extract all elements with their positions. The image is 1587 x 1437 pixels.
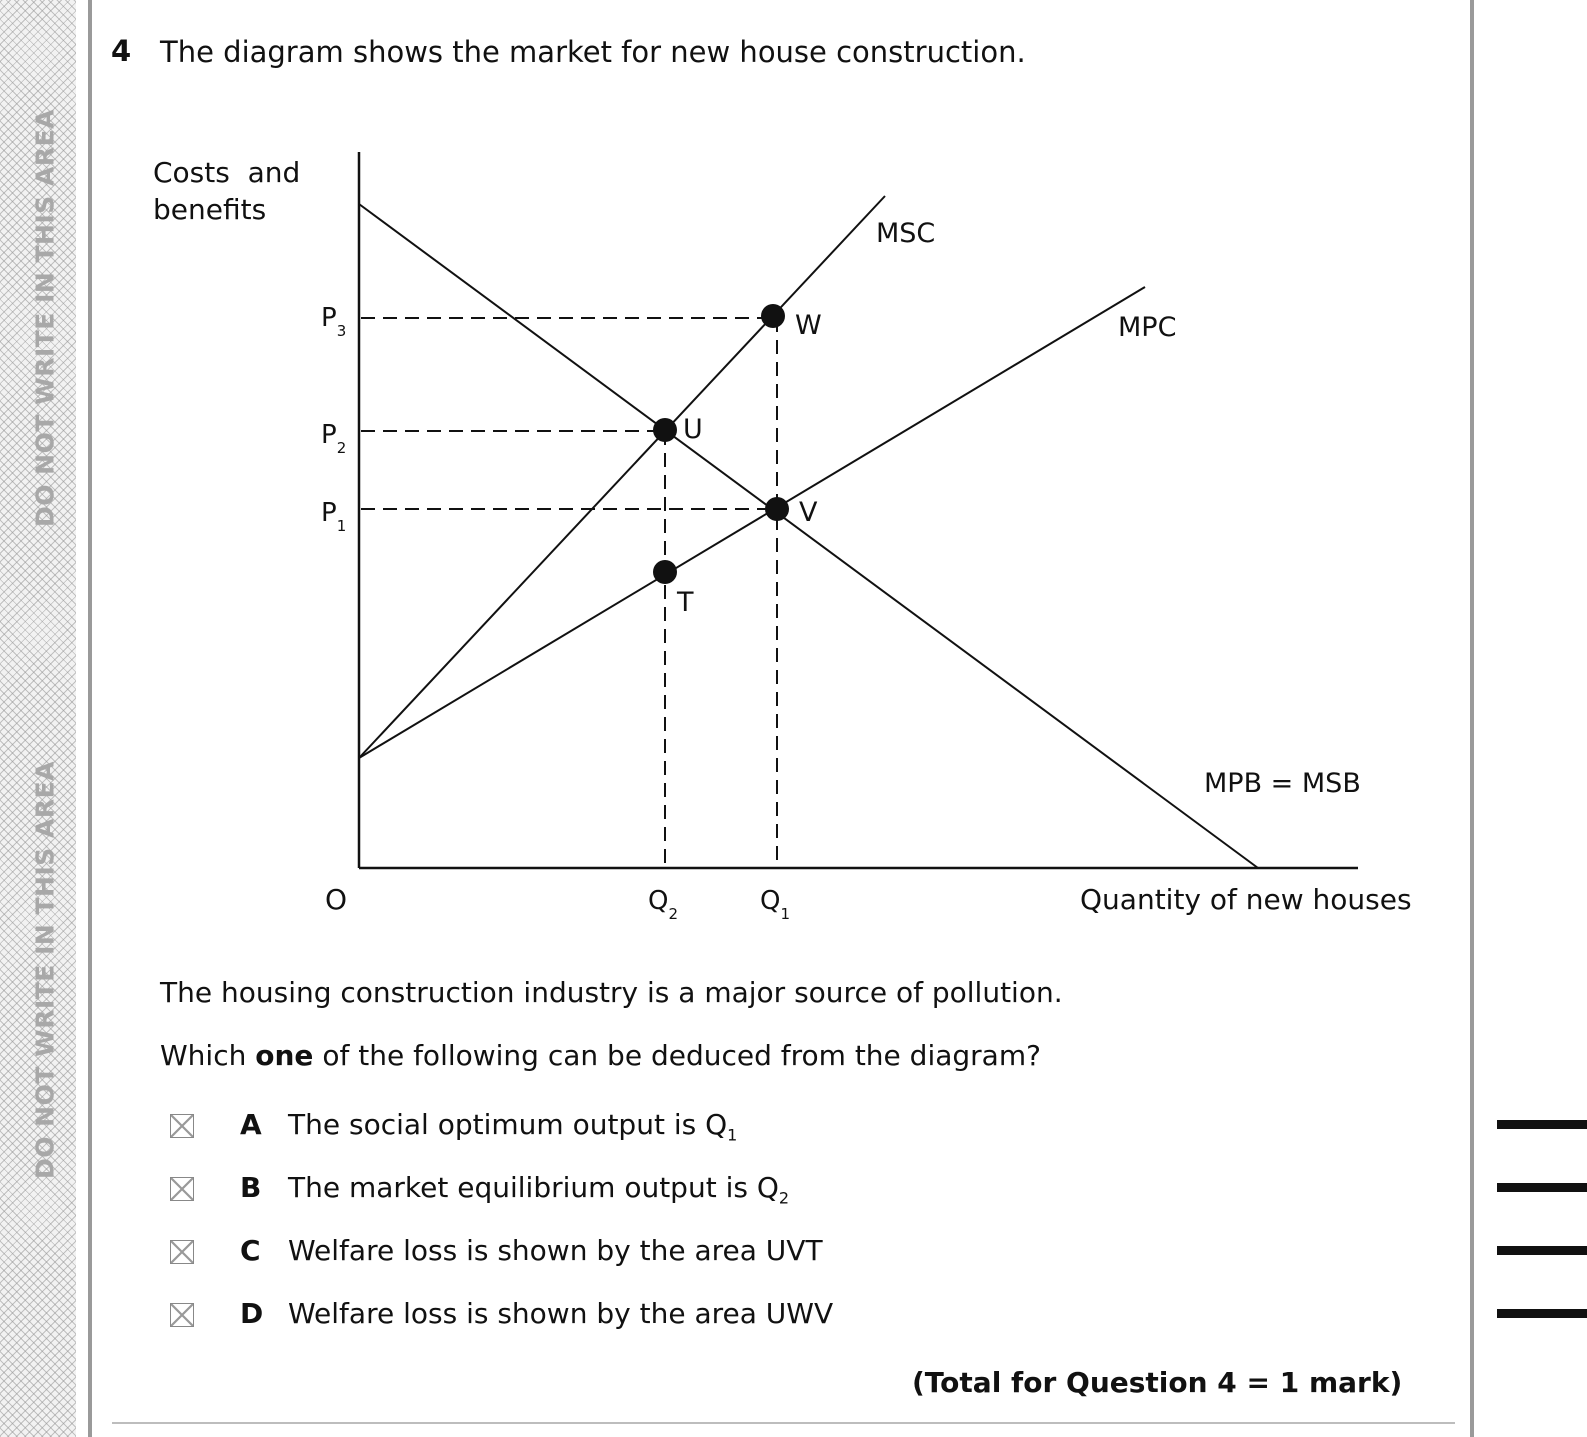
origin-label: O (325, 883, 348, 916)
mpc-curve (359, 287, 1145, 758)
x-axis-label: Quantity of new houses (1080, 883, 1412, 916)
option-d-text: Welfare loss is shown by the area UWV (288, 1297, 834, 1330)
question-number: 4 (111, 34, 132, 68)
point-w-label: W (795, 310, 822, 341)
y-axis-label-line1: Costs and (153, 156, 301, 189)
context-text: The housing construction industry is a major source of pollution. (160, 976, 1063, 1009)
option-a-letter: A (240, 1108, 262, 1141)
point-u-label: U (683, 414, 703, 445)
y-axis-label-line2: benefits (153, 193, 267, 226)
msc-label: MSC (876, 218, 936, 249)
option-b-text: The market equilibrium output is $Q_2$ (288, 1171, 790, 1208)
mpc-label: MPC (1118, 312, 1177, 343)
option-c-text: Welfare loss is shown by the area UVT (288, 1234, 823, 1267)
point-v-label: V (799, 497, 818, 528)
option-d-letter: D (240, 1297, 264, 1330)
q1-label: $Q_1$ (760, 886, 791, 923)
option-c-letter: C (240, 1234, 261, 1267)
point-v (765, 497, 789, 521)
bottom-rule (112, 1422, 1455, 1424)
point-t-label: T (677, 587, 694, 618)
p3-label: $P_3$ (321, 303, 347, 340)
point-w (761, 304, 785, 328)
demand-label: MPB = MSB (1204, 768, 1361, 799)
q2-label: $Q_2$ (648, 886, 679, 923)
option-b-checkbox[interactable] (170, 1177, 194, 1201)
option-a-checkbox[interactable] (170, 1114, 194, 1138)
option-a-text: The social optimum output is $Q_1$ (288, 1108, 738, 1145)
option-c-checkbox[interactable] (170, 1240, 194, 1264)
prompt-text: Which one of the following can be deduced from the diagram? (160, 1039, 1041, 1072)
p1-label: $P_1$ (321, 498, 347, 535)
margin-notice-top: DO NOT WRITE IN THIS AREA (30, 108, 60, 528)
question-stem: The diagram shows the market for new house construction. (160, 35, 1026, 69)
point-t (653, 560, 677, 584)
msc-curve (359, 196, 885, 758)
p2-label: $P_2$ (321, 420, 347, 457)
option-d-checkbox[interactable] (170, 1303, 194, 1327)
demand-curve (359, 204, 1258, 868)
total-marks: (Total for Question 4 = 1 mark) (912, 1366, 1403, 1399)
option-b-letter: B (240, 1171, 262, 1204)
margin-notice-bottom: DO NOT WRITE IN THIS AREA (30, 760, 60, 1180)
point-u (653, 418, 677, 442)
